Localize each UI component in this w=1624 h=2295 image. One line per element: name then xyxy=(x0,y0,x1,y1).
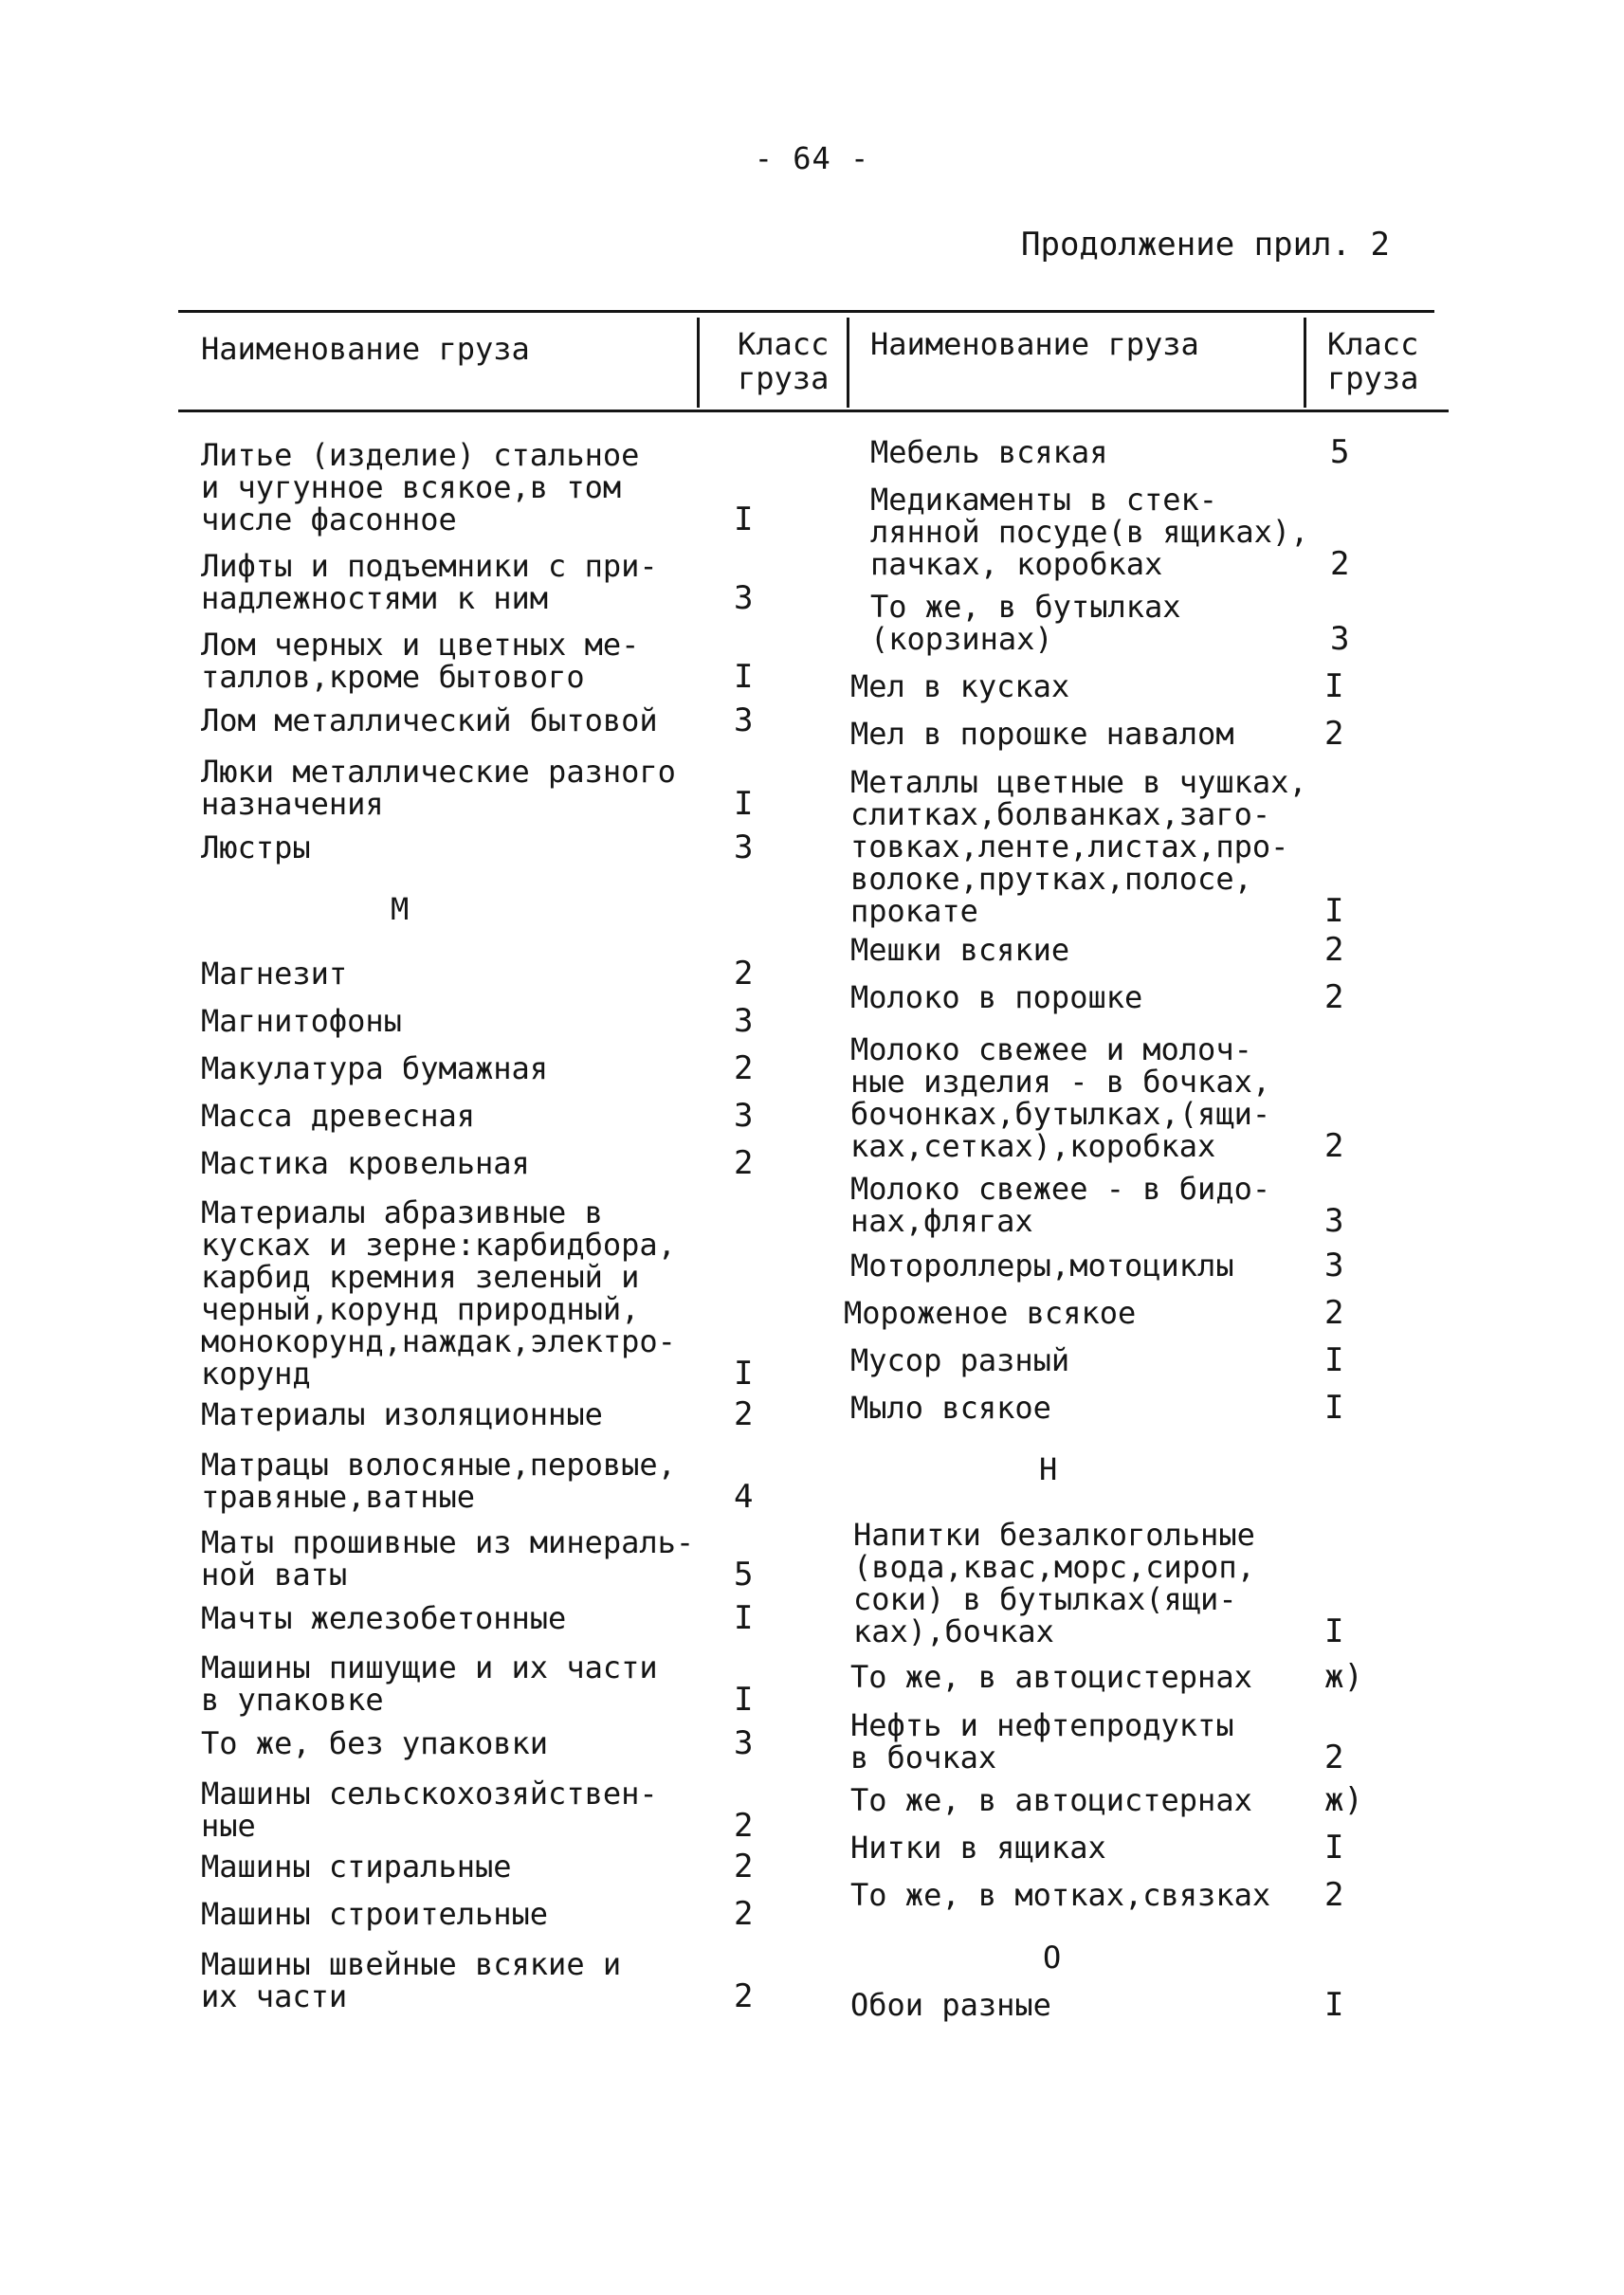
cargo-name: Лифты и подъемники с при- надлежностями к ним xyxy=(201,548,658,616)
cargo-class: 3 xyxy=(1330,620,1350,658)
cargo-name: Магнитофоны xyxy=(201,1003,402,1039)
cargo-name: То же, в бутылках (корзинах) xyxy=(870,589,1181,657)
cargo-name: Масса древесная xyxy=(201,1098,475,1134)
table-row xyxy=(201,1895,754,1933)
table-row xyxy=(850,1389,1344,1427)
cargo-name: Магнезит xyxy=(201,956,348,992)
table-row xyxy=(201,1724,754,1762)
cargo-class: I xyxy=(1324,667,1344,705)
cargo-class: 2 xyxy=(1324,1739,1344,1776)
cargo-class: 3 xyxy=(734,1097,754,1135)
cargo-name: Лом металлический бытовой xyxy=(201,702,658,738)
cargo-name: Нитки в ящиках xyxy=(850,1830,1106,1866)
cargo-name: Мел в кусках xyxy=(850,668,1070,704)
cargo-class: 3 xyxy=(1324,1202,1344,1240)
cargo-class: 2 xyxy=(734,1049,754,1087)
cargo-class: 2 xyxy=(1324,1876,1344,1914)
table-row xyxy=(201,1002,754,1040)
cargo-name: Молоко в порошке xyxy=(850,979,1143,1015)
cargo-name: Мел в порошке навалом xyxy=(850,716,1234,752)
table-row xyxy=(201,1144,754,1182)
cargo-name: Молоко свежее и молоч- ные изделия - в бочках, бочонках,бутылках,(ящи- ках,сетках),коробках xyxy=(850,1031,1271,1164)
table-row xyxy=(850,1781,1363,1819)
cargo-name: Машины сельскохозяйствен- ные xyxy=(201,1776,658,1844)
cargo-class: 5 xyxy=(734,1556,754,1594)
table-row xyxy=(201,1049,754,1087)
table-row xyxy=(850,1876,1344,1914)
table-row xyxy=(850,1247,1344,1284)
cargo-name: Люстры xyxy=(201,829,311,865)
table-row xyxy=(201,701,754,739)
cargo-class: 2 xyxy=(734,1144,754,1182)
table-row xyxy=(201,1097,754,1135)
table-row xyxy=(850,715,1344,753)
header-class-left xyxy=(738,327,829,395)
table-row xyxy=(850,1829,1344,1867)
cargo-class: I xyxy=(734,658,754,696)
cargo-class: 3 xyxy=(734,1724,754,1762)
cargo-class: I xyxy=(1324,1829,1344,1867)
header-class-right-line2: груза xyxy=(1327,360,1419,396)
cargo-class: 2 xyxy=(734,1395,754,1433)
table-row xyxy=(870,589,1350,658)
cargo-name: Мотороллеры,мотоциклы xyxy=(850,1248,1234,1284)
cargo-name: Макулатура бумажная xyxy=(201,1050,549,1086)
section-letter: О xyxy=(1043,1940,1062,1976)
table-row xyxy=(201,1395,754,1433)
cargo-name: Машины строительные xyxy=(201,1896,549,1932)
table-row xyxy=(201,627,754,696)
cargo-class: I xyxy=(734,501,754,538)
cargo-name: То же, в автоцистернах xyxy=(850,1659,1252,1695)
cargo-name: Люки металлические разного назначения xyxy=(201,754,676,822)
header-class-right xyxy=(1327,327,1418,395)
table-row xyxy=(850,1986,1344,2024)
table-row xyxy=(850,931,1344,969)
cargo-name: Матрацы волосяные,перовые, травяные,ватные xyxy=(201,1447,676,1515)
header-top-rule xyxy=(178,310,1434,313)
table-row xyxy=(850,978,1344,1016)
header-divider-2 xyxy=(847,318,849,408)
cargo-class: I xyxy=(1324,1612,1344,1650)
cargo-name: То же, без упаковки xyxy=(201,1725,549,1761)
cargo-name: Мороженое всякое xyxy=(844,1295,1137,1331)
cargo-name: Мыло всякое xyxy=(850,1390,1051,1426)
cargo-class: I xyxy=(1324,1341,1344,1379)
section-letter: М xyxy=(391,891,410,927)
table-row xyxy=(850,1341,1344,1379)
table-row xyxy=(201,955,754,993)
cargo-class: 2 xyxy=(1324,978,1344,1016)
cargo-class: ж) xyxy=(1324,1781,1363,1819)
table-row xyxy=(201,1776,754,1845)
cargo-name: Мебель всякая xyxy=(870,434,1108,470)
table-row xyxy=(870,433,1350,471)
cargo-class: I xyxy=(734,1681,754,1719)
cargo-class: 3 xyxy=(734,829,754,866)
table-row xyxy=(201,1194,754,1393)
cargo-class: I xyxy=(1324,1389,1344,1427)
cargo-name: Маты прошивные из минераль- ной ваты xyxy=(201,1524,695,1593)
header-bottom-rule xyxy=(178,410,1449,412)
cargo-name: То же, в автоцистернах xyxy=(850,1782,1252,1818)
table-row xyxy=(870,482,1350,583)
cargo-class: 2 xyxy=(734,1977,754,2015)
cargo-name: Нефть и нефтепродукты в бочках xyxy=(850,1707,1234,1776)
cargo-name: Машины пишущие и их части в упаковке xyxy=(201,1649,658,1718)
header-name-left: Наименование груза xyxy=(201,331,530,367)
cargo-name: Напитки безалкогольные (вода,квас,морс,сироп, соки) в бутылках(ящи- ках),бочках xyxy=(853,1517,1255,1649)
cargo-name: Мастика кровельная xyxy=(201,1145,530,1181)
cargo-class: 2 xyxy=(734,1807,754,1845)
header-class-left-line2: груза xyxy=(738,360,830,396)
table-row xyxy=(201,1447,754,1516)
cargo-class: 2 xyxy=(1324,1127,1344,1165)
cargo-class: 4 xyxy=(734,1478,754,1516)
table-row xyxy=(850,764,1344,930)
table-row xyxy=(850,1171,1344,1240)
table-row xyxy=(201,548,754,617)
cargo-name: Мешки всякие xyxy=(850,932,1070,968)
table-row xyxy=(850,1707,1344,1776)
table-row xyxy=(201,1524,754,1594)
table-row xyxy=(850,1658,1363,1696)
cargo-name: Мусор разный xyxy=(850,1342,1070,1378)
cargo-name: Обои разные xyxy=(850,1987,1051,2023)
table-row xyxy=(201,829,754,866)
table-row xyxy=(201,1599,754,1637)
cargo-name: Лом черных и цветных ме- таллов,кроме бытового xyxy=(201,627,640,695)
cargo-class: 2 xyxy=(734,1848,754,1885)
cargo-class: 2 xyxy=(1330,545,1350,583)
cargo-class: 3 xyxy=(734,579,754,617)
continuation-caption: Продолжение прил. 2 xyxy=(1021,226,1390,264)
table-row xyxy=(853,1517,1344,1650)
cargo-class: 2 xyxy=(734,1895,754,1933)
cargo-class: 3 xyxy=(734,701,754,739)
cargo-class: 2 xyxy=(1324,1294,1344,1332)
header-divider-1 xyxy=(697,318,700,408)
header-class-left-line1: Класс xyxy=(738,326,830,362)
header-name-right: Наименование груза xyxy=(870,326,1199,362)
cargo-name: Молоко свежее - в бидо- нах,флягах xyxy=(850,1171,1271,1239)
cargo-name: Материалы абразивные в кусках и зерне:карбидбора, карбид кремния зеленый и черный,корунд природный, монокорунд,наждак,электро- корунд xyxy=(201,1194,676,1392)
cargo-class: I xyxy=(1324,892,1344,930)
cargo-name: Медикаменты в стек- лянной посуде(в ящиках), пачках, коробках xyxy=(870,482,1309,582)
header-class-right-line1: Класс xyxy=(1327,326,1419,362)
cargo-name: Мачты железобетонные xyxy=(201,1600,567,1636)
cargo-class: 2 xyxy=(1324,715,1344,753)
cargo-name: Материалы изоляционные xyxy=(201,1396,603,1432)
table-row xyxy=(850,1031,1344,1165)
cargo-class: 2 xyxy=(1324,931,1344,969)
cargo-name: Машины швейные всякие и их части xyxy=(201,1946,622,2014)
cargo-class: 2 xyxy=(734,955,754,993)
cargo-class: 3 xyxy=(1324,1247,1344,1284)
section-letter: Н xyxy=(1039,1451,1058,1487)
cargo-name: Литье (изделие) стальное и чугунное всякое,в том числе фасонное xyxy=(201,437,640,537)
table-row xyxy=(850,667,1344,705)
cargo-name: Машины стиральные xyxy=(201,1849,512,1885)
table-row xyxy=(844,1294,1344,1332)
cargo-class: I xyxy=(734,785,754,823)
cargo-class: 5 xyxy=(1330,433,1350,471)
cargo-class: 3 xyxy=(734,1002,754,1040)
table-row xyxy=(201,754,754,823)
cargo-class: I xyxy=(734,1355,754,1393)
cargo-class: I xyxy=(1324,1986,1344,2024)
cargo-name: Металлы цветные в чушках, слитках,болванках,заго- товках,ленте,листах,про- волоке,прутках,полосе, прокате xyxy=(850,764,1307,929)
page-number: - 64 - xyxy=(754,140,870,176)
table-row xyxy=(201,437,754,538)
table-row xyxy=(201,1649,754,1719)
cargo-class: ж) xyxy=(1324,1658,1363,1696)
cargo-class: I xyxy=(734,1599,754,1637)
cargo-name: То же, в мотках,связках xyxy=(850,1877,1271,1913)
header-divider-3 xyxy=(1304,318,1306,408)
table-row xyxy=(201,1946,754,2015)
table-row xyxy=(201,1848,754,1885)
